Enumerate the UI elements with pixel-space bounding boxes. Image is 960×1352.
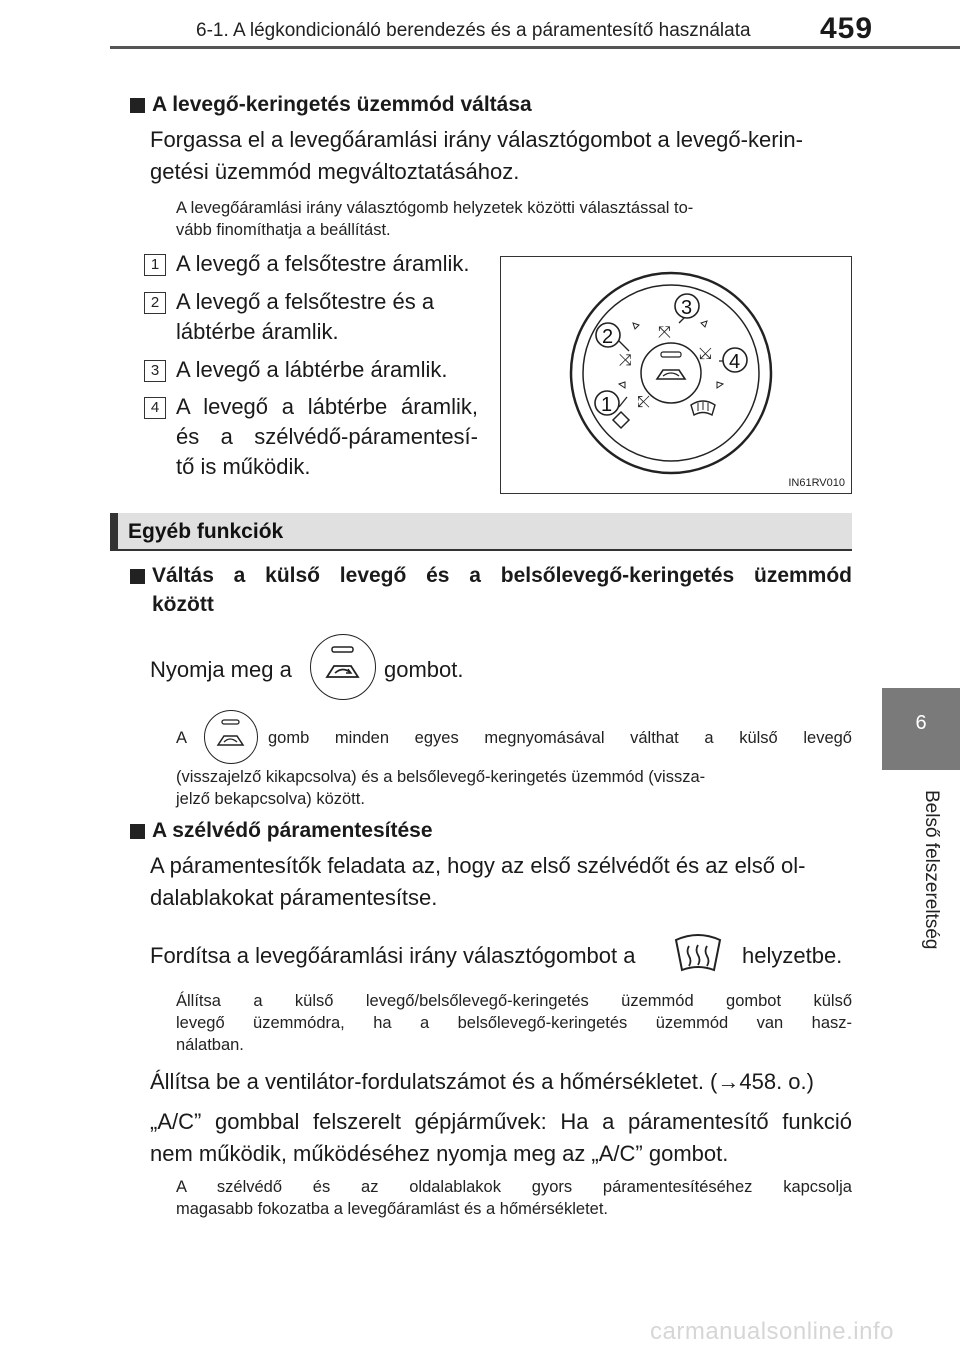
defog-body-line2: dalablakokat páramentesítse.: [150, 885, 438, 910]
windshield-defrost-icon: [672, 932, 724, 976]
item-number-3: 3: [144, 360, 166, 382]
bullet-square-icon: [130, 98, 145, 113]
item-2-line1: A levegő a felsőtestre és a: [176, 289, 435, 314]
note-line3: jelző bekapcsolva) között.: [176, 790, 365, 808]
page-number: 459: [820, 12, 874, 45]
ac-line2: nem működik, működéséhez nyomja meg az „A/C” gombot.: [150, 1141, 729, 1166]
watermark: carmanualsonline.info: [650, 1318, 894, 1345]
header-rule: [110, 46, 960, 49]
svg-text:⤩: ⤩: [699, 344, 712, 363]
fan-line: Állítsa be a ventilátor-fordulatszámot és a hőmérsékletet. (→458. o.): [150, 1069, 814, 1094]
bullet-square-icon: [130, 824, 145, 839]
section-title-other: Egyéb funkciók: [128, 520, 284, 543]
note-line2: (visszajelző kikapcsolva) és a belsőlevegő-keringetés üzemmód (vissza-: [176, 768, 706, 786]
figure-code: IN61RV010: [788, 477, 845, 489]
defog-note2-line1: A szélvédő és az oldalablakok gyors páramentesítéséhez kapcsolja: [176, 1178, 852, 1196]
press-after: gombot.: [384, 657, 464, 682]
press-before: Nyomja meg a: [150, 657, 292, 682]
item-4-line3: tő is működik.: [176, 454, 311, 479]
svg-text:⤧: ⤧: [658, 322, 671, 341]
item-number-4: 4: [144, 397, 166, 419]
item-number-1: 1: [144, 254, 166, 276]
recirc-note-line1: A levegőáramlási irány választógomb helyzetek közötti választással to-: [176, 199, 694, 217]
item-3-text: A levegő a lábtérbe áramlik.: [176, 357, 448, 382]
item-2-line2: lábtérbe áramlik.: [176, 319, 339, 344]
bullet-square-icon: [130, 569, 145, 584]
callout-1: 1: [601, 394, 613, 416]
item-number-2: 2: [144, 292, 166, 314]
item-4-line1: A levegő a lábtérbe áramlik,: [176, 394, 478, 419]
heading-switch-line1: Váltás a külső levegő és a belsőlevegő-keringetés üzemmód: [152, 564, 852, 587]
svg-text:⤪: ⤪: [637, 392, 650, 411]
airflow-dial-icon: [501, 257, 850, 492]
recirc-note-line2: vább finomíthatja a beállítást.: [176, 221, 391, 239]
recirc-body-line1: Forgassa el a levegőáramlási irány választógombot a levegő-kerin-: [150, 127, 803, 152]
callout-2: 2: [602, 326, 614, 348]
turn-after: helyzetbe.: [742, 943, 843, 968]
callout-3: 3: [681, 297, 693, 319]
turn-before: Fordítsa a levegőáramlási irány választógombot a: [150, 943, 636, 968]
defog-note2-line2: magasabb fokozatba a levegőáramlást és a hőmérsékletet.: [176, 1200, 608, 1218]
section-bar-underline: [110, 549, 852, 551]
recirc-body-line2: getési üzemmód megváltoztatásához.: [150, 159, 520, 184]
heading-recirc-mode: A levegő-keringetés üzemmód váltása: [152, 93, 532, 116]
defog-note1-line3: nálatban.: [176, 1036, 244, 1054]
note-rest: gomb minden egyes megnyomásával válthat a külső levegő: [268, 729, 852, 747]
airflow-dial-figure: [500, 256, 852, 494]
defog-body-line1: A páramentesítők feladata az, hogy az első szélvédőt és az első ol-: [150, 853, 806, 878]
note-a: A: [176, 729, 188, 747]
side-tab-label: Belső felszereltség: [921, 790, 942, 950]
item-1-text: A levegő a felsőtestre áramlik.: [176, 251, 470, 276]
heading-defog: A szélvédő páramentesítése: [152, 819, 433, 842]
item-4-line2: és a szélvédő-páramentesí-: [176, 424, 478, 449]
svg-text:⤨: ⤨: [619, 350, 632, 369]
recirculation-button-icon: [310, 634, 376, 700]
callout-4: 4: [729, 351, 741, 373]
ac-line1: „A/C” gombbal felszerelt gépjárművek: Ha a páramentesítő funkció: [150, 1109, 852, 1134]
defog-note1-line2: levegő üzemmódra, ha a belsőlevegő-keringetés üzemmód van hasz-: [176, 1014, 852, 1032]
side-tab-number: 6: [915, 712, 927, 734]
recirculation-button-small-icon: [204, 710, 258, 764]
defog-note1-line1: Állítsa a külső levegő/belsőlevegő-keringetés üzemmód gombot külső: [176, 992, 852, 1010]
chapter-title: 6-1. A légkondicionáló berendezés és a páramentesítő használata: [196, 20, 751, 41]
heading-switch-line2: között: [152, 593, 214, 616]
section-bar-accent: [110, 513, 118, 549]
